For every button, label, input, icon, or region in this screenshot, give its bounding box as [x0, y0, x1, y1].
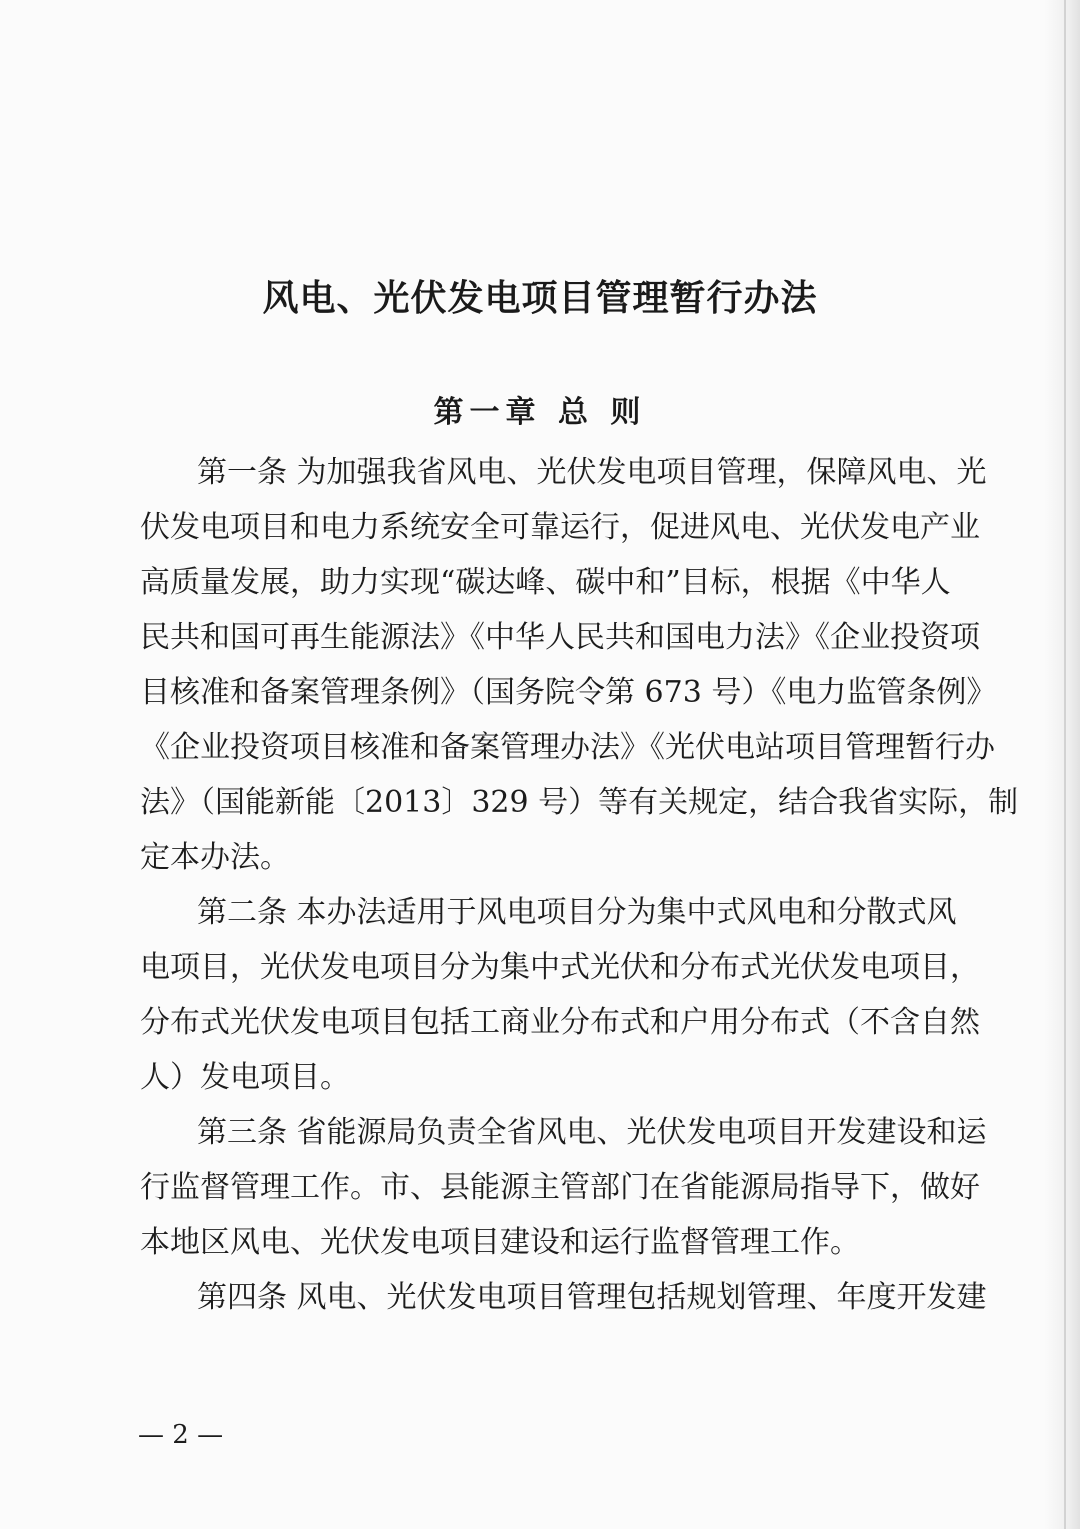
text-line: 民共和国可再生能源法》《中华人民共和国电力法》《企业投资项: [140, 620, 980, 655]
page-edge-line: [1064, 0, 1066, 1529]
text-line: 本地区风电、光伏发电项目建设和运行监督管理工作。: [140, 1225, 860, 1260]
chapter-heading: 第一章 总 则: [433, 395, 647, 430]
page-edge-shadow: [1044, 0, 1080, 1529]
text-line: 第二条 本办法适用于风电项目分为集中式风电和分散式风: [197, 895, 957, 930]
text-line: 伏发电项目和电力系统安全可靠运行，促进风电、光伏发电产业: [140, 510, 980, 545]
text-line: 法》（国能新能〔2013〕329 号）等有关规定，结合我省实际，制: [140, 785, 1019, 820]
document-title: 风电、光伏发电项目管理暂行办法: [262, 277, 818, 319]
text-line: 电项目，光伏发电项目分为集中式光伏和分布式光伏发电项目，: [140, 950, 980, 985]
text-line: 人）发电项目。: [140, 1060, 350, 1095]
text-line: 第一条 为加强我省风电、光伏发电项目管理，保障风电、光: [197, 455, 987, 490]
page-number: — 2 —: [138, 1420, 224, 1450]
text-line: 高质量发展，助力实现“碳达峰、碳中和”目标，根据《中华人: [140, 565, 951, 600]
text-line: 《企业投资项目核准和备案管理办法》《光伏电站项目管理暂行办: [140, 730, 995, 765]
text-line: 目核准和备案管理条例》（国务院令第 673 号）《电力监管条例》: [140, 675, 997, 710]
text-line: 分布式光伏发电项目包括工商业分布式和户用分布式（不含自然: [140, 1005, 980, 1040]
text-line: 定本办法。: [140, 840, 290, 875]
text-line: 行监督管理工作。市、县能源主管部门在省能源局指导下，做好: [140, 1170, 980, 1205]
text-line: 第四条 风电、光伏发电项目管理包括规划管理、年度开发建: [197, 1280, 987, 1315]
text-line: 第三条 省能源局负责全省风电、光伏发电项目开发建设和运: [197, 1115, 987, 1150]
